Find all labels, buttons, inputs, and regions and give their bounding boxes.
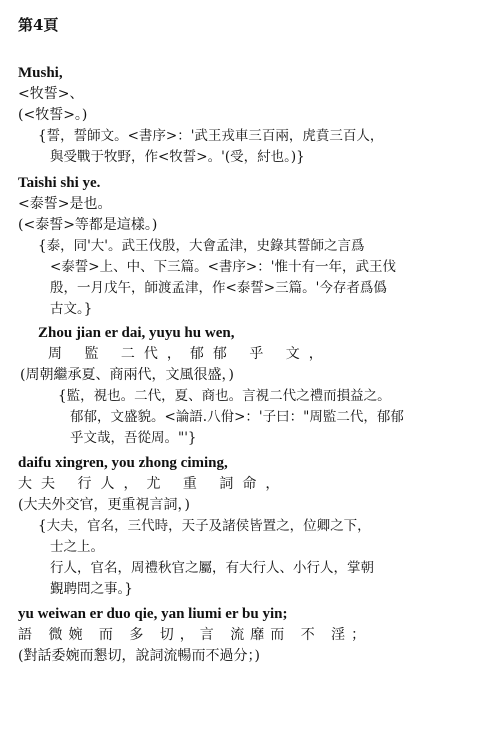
page-label: 第4頁: [18, 16, 59, 34]
hanzi-line: 大夫 行人，尤 重 詞命，: [18, 476, 289, 492]
annotation-block: [38, 236, 488, 320]
hanzi-line: 周 監 二代，郁郁 乎 文，: [48, 346, 332, 362]
pinyin-line: Mushi,: [18, 65, 63, 81]
hanzi-line: 語 微婉 而 多 切，言 流靡而 不 淫；: [18, 627, 372, 643]
annotation-line: 郁郁，文盛貌。<論語.八佾>：'子曰："周監二代，郁郁: [70, 409, 404, 425]
annotation-line: {泰，同'大'。武王伐殷，大會孟津，史錄其誓師之言爲: [38, 238, 365, 254]
pinyin-line: daifu xingren, you zhong ciming,: [18, 455, 228, 471]
annotation-line: {大夫，官名，三代時，天子及諸侯皆置之，位卿之下，: [38, 518, 371, 534]
hanzi-line: <泰誓>是也。: [18, 196, 112, 212]
translation-line: (<泰誓>等都是這樣。): [18, 217, 158, 233]
hanzi-line: <牧誓>、: [18, 86, 84, 102]
annotation-block: [38, 516, 488, 600]
annotation-line: {誓，誓師文。<書序>：'武王戎車三百兩，虎賁三百人，: [38, 128, 384, 144]
translation-line: (大夫外交官，更重視言詞，): [18, 497, 190, 513]
annotation-line: 乎文哉，吾從周。"'}: [70, 430, 197, 446]
entry-zhou-jian: [20, 322, 500, 449]
pinyin-line: yu weiwan er duo qie, yan liumi er bu yin;: [18, 606, 288, 622]
translation-line: (周朝繼承夏、商兩代，文風很盛，): [20, 367, 234, 383]
annotation-block: [58, 386, 500, 449]
annotation-block: [38, 126, 488, 168]
entry-mushi: [18, 62, 488, 168]
entry-taishi: [18, 172, 488, 320]
pinyin-line: Zhou jian er dai, yuyu hu wen,: [38, 325, 235, 341]
annotation-line: 殷，一月戊午，師渡孟津，作<泰誓>三篇。'今存者爲僞: [50, 280, 387, 296]
entry-daifu: [18, 452, 488, 600]
translation-line: (<牧誓>。): [18, 107, 88, 123]
annotation-line: 與受戰于牧野，作<牧誓>。'(受，紂也。)}: [50, 149, 305, 165]
annotation-line: 古文。}: [50, 301, 93, 317]
entry-yu-weiwan: [18, 603, 488, 667]
annotation-line: {監，視也。二代，夏、商也。言視二代之禮而損益之。: [58, 388, 391, 404]
translation-line: (對話委婉而懇切，說詞流暢而不過分；): [18, 648, 260, 664]
annotation-line: 士之上。: [50, 539, 104, 555]
annotation-line: 行人，官名，周禮秋官之屬，有大行人、小行人，掌朝: [50, 560, 374, 576]
annotation-line: <泰誓>上、中、下三篇。<書序>：'惟十有一年，武王伐: [50, 259, 396, 275]
annotation-line: 覲聘問之事。}: [50, 581, 133, 597]
pinyin-line: Taishi shi ye.: [18, 175, 101, 191]
